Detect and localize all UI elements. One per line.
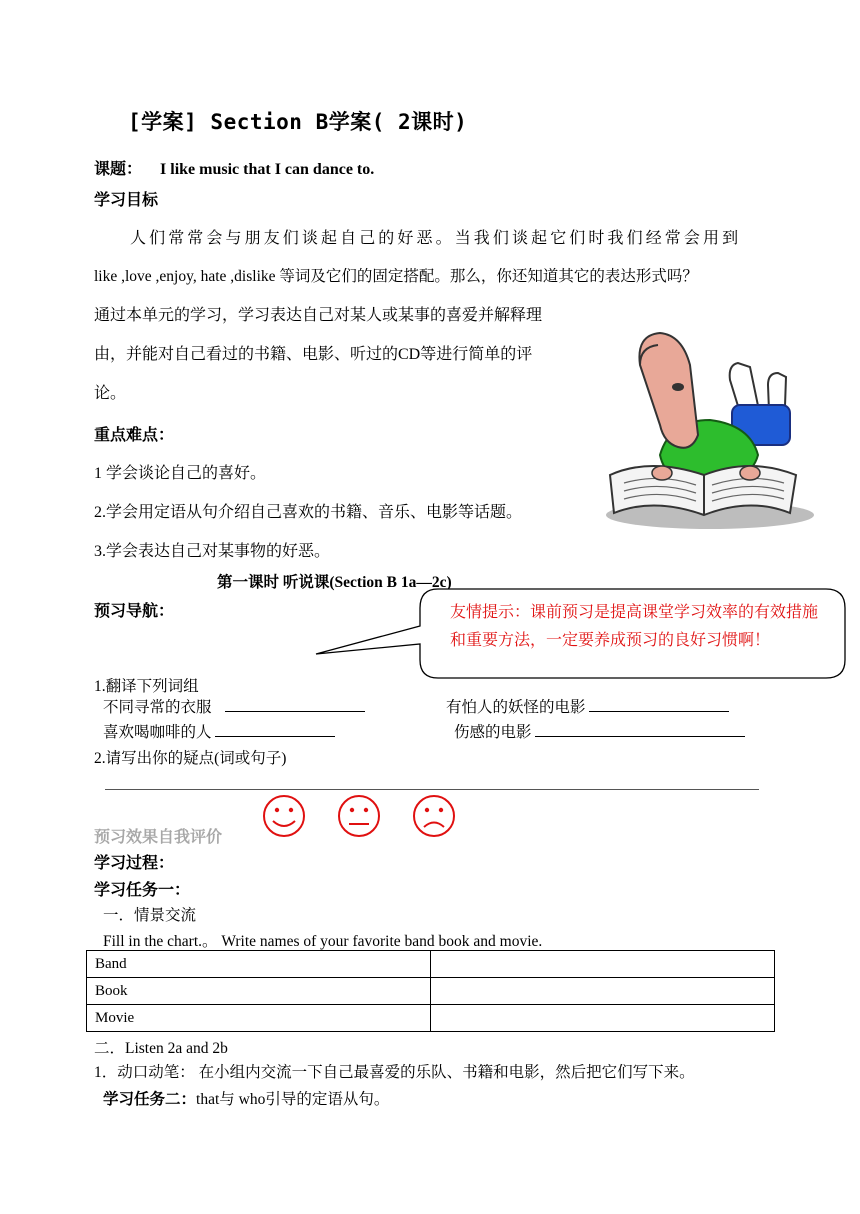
neutral-face-icon[interactable] — [339, 796, 379, 836]
objectives-line-3: 通过本单元的学习，学习表达自己对某人或某事的喜爱并解释理 — [94, 307, 543, 324]
objectives-line-4: 由，并能对自己看过的书籍、电影、听过的CD等进行简单的评 — [94, 346, 533, 363]
step-one-text: 1．动口动笔： 在小组内交流一下自己最喜爱的乐队、书籍和电影，然后把它们写下来。 — [94, 1064, 695, 1081]
table-cell-label: Movie — [87, 1005, 431, 1032]
task-two-text: that与 who引导的定语从句。 — [196, 1091, 390, 1108]
table-row — [87, 1005, 775, 1032]
phrase-3-answer-line[interactable] — [215, 720, 335, 737]
phrase-2 — [446, 695, 729, 717]
happy-face-icon[interactable] — [264, 796, 304, 836]
task-two-line — [103, 1087, 389, 1109]
phrase-2-text: 有怕人的妖怪的电影 — [446, 699, 586, 716]
questions-task-heading: 2.请写出你的疑点(词或句子) — [94, 750, 287, 767]
table-cell-answer[interactable] — [431, 978, 775, 1005]
key-point-item-2: 2.学会用定语从句介绍自己喜欢的书籍、音乐、电影等话题。 — [94, 504, 523, 521]
table-cell-answer[interactable] — [431, 951, 775, 978]
section-one-title: 一．情景交流 — [103, 907, 197, 924]
process-heading: 学习过程： — [94, 855, 175, 872]
phrase-1 — [103, 695, 365, 717]
key-point-item-1: 1 学会谈论自己的喜好。 — [94, 465, 267, 482]
topic-line — [94, 156, 374, 179]
favorites-table — [86, 950, 775, 1032]
lesson-title: 第一课时 听说课(Section B 1a—2c) — [217, 574, 452, 591]
phrase-3-text: 喜欢喝咖啡的人 — [103, 724, 212, 741]
objectives-line-1: 人们常常会与朋友们谈起自己的好恶。当我们谈起它们时我们经常会用到 — [130, 230, 742, 247]
chart-instruction: Fill in the chart.。 Write names of your favorite band book and movie. — [103, 933, 543, 950]
phrase-4-answer-line[interactable] — [535, 720, 745, 737]
phrase-1-answer-line[interactable] — [225, 695, 365, 712]
phrase-4 — [454, 720, 745, 742]
sad-face-icon[interactable] — [414, 796, 454, 836]
table-cell-label: Band — [87, 951, 431, 978]
phrase-2-answer-line[interactable] — [589, 695, 729, 712]
page-title: [学案] Section B学案( 2课时) — [128, 110, 468, 134]
topic-value: I like music that I can dance to. — [160, 161, 375, 178]
key-point-item-3: 3.学会表达自己对某事物的好恶。 — [94, 543, 331, 560]
questions-answer-line[interactable] — [105, 789, 759, 790]
table-cell-answer[interactable] — [431, 1005, 775, 1032]
self-evaluation-label: 预习效果自我评价 — [94, 829, 223, 846]
table-row — [87, 951, 775, 978]
reading-person-illustration — [600, 325, 820, 533]
phrase-4-text: 伤感的电影 — [454, 724, 532, 741]
key-points-heading: 重点难点： — [94, 427, 175, 444]
self-evaluation-faces — [258, 794, 468, 842]
task-one-heading: 学习任务一： — [94, 882, 191, 899]
objectives-line-2: like ,love ,enjoy, hate ,dislike 等词及它们的固定搭配。那么，你还知道其它的表达形式吗？ — [94, 268, 698, 285]
objectives-heading: 学习目标 — [94, 192, 159, 209]
objectives-line-5: 论。 — [94, 385, 127, 402]
tip-text: 友情提示：课前预习是提高课堂学习效率的有效措施和重要方法，一定要养成预习的良好习惯啊！ — [450, 604, 819, 649]
phrase-3 — [103, 720, 335, 742]
preview-heading: 预习导航： — [94, 603, 175, 620]
translate-task-heading: 1.翻译下列词组 — [94, 678, 199, 695]
phrase-1-text: 不同寻常的衣服 — [103, 699, 212, 716]
section-two-title: 二．Listen 2a and 2b — [94, 1040, 228, 1057]
topic-label: 课题： — [94, 161, 143, 178]
table-row — [87, 978, 775, 1005]
task-two-heading: 学习任务二： — [103, 1091, 197, 1108]
table-cell-label: Book — [87, 978, 431, 1005]
